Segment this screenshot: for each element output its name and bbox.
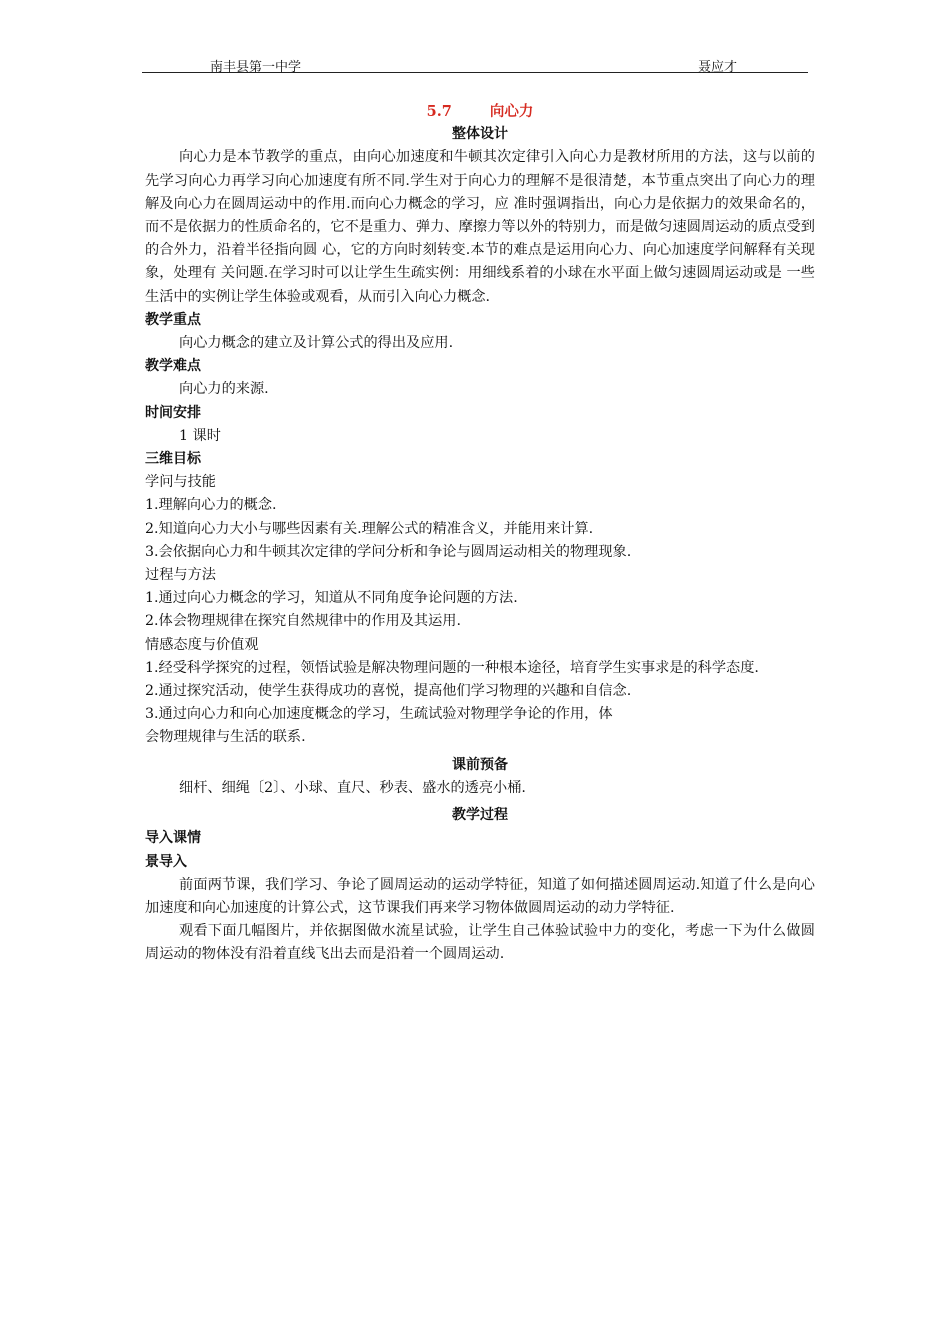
intro-paragraph: 观看下面几幅图片，并依据图做水流星试验，让学生自己体验试验中力的变化，考虑一下为什么做圆周运动的物体没有沿着直线飞出去而是沿着一个圆周运动. xyxy=(145,923,815,963)
overall-heading: 整体设计 xyxy=(452,126,508,143)
attitude-item: 会物理规律与生活的联系. xyxy=(145,729,306,746)
lesson-title-text: 向心力 xyxy=(489,103,534,120)
knowledge-item: 3.会依据向心力和牛顿其次定律的学问分析和争论与圆周运动相关的物理现象. xyxy=(145,543,632,560)
difficulty-heading: 教学难点 xyxy=(145,358,201,375)
header-school: 南丰县第一中学 xyxy=(210,60,302,75)
process-item: 1.通过向心力概念的学习，知道从不同角度争论问题的方法. xyxy=(145,590,518,607)
prep-heading: 课前预备 xyxy=(452,756,508,773)
process-heading: 教学过程 xyxy=(452,807,508,824)
process-item: 2.体会物理规律在探究自然规律中的作用及其运用. xyxy=(145,613,461,630)
goals-heading: 三维目标 xyxy=(145,451,201,468)
attitude-item: 1.经受科学探究的过程，领悟试验是解决物理问题的一种根本途径，培育学生实事求是的科学态度. xyxy=(145,659,759,676)
attitude-item: 2.通过探究活动，使学生获得成功的喜悦，提高他们学习物理的兴趣和自信念. xyxy=(145,683,632,700)
knowledge-item: 1.理解向心力的概念. xyxy=(145,497,277,514)
header-author: 聂应才 xyxy=(698,60,738,75)
page-header xyxy=(142,52,808,73)
attitude-title: 情感态度与价值观 xyxy=(145,636,259,653)
document-body xyxy=(145,100,815,967)
schedule-heading: 时间安排 xyxy=(145,404,201,421)
difficulty-text: 向心力的来源. xyxy=(179,381,269,398)
process-title: 过程与方法 xyxy=(145,567,216,584)
attitude-item: 3.通过向心力和向心加速度概念的学习，生疏试验对物理学争论的作用，体 xyxy=(145,706,613,723)
schedule-text: 1 课时 xyxy=(179,427,221,444)
key-point-text: 向心力概念的建立及计算公式的得出及应用. xyxy=(179,335,454,352)
lesson-title xyxy=(145,100,815,123)
intro-paragraph: 前面两节课，我们学习、争论了圆周运动的运动学特征，知道了如何描述圆周运动.知道了什么是向心加速度和向心加速度的计算公式，这节课我们再来学习物体做圆周运动的动力学特征. xyxy=(145,876,815,916)
lesson-number: 5.7 xyxy=(426,103,452,120)
knowledge-title: 学问与技能 xyxy=(145,474,216,491)
intro-heading: 导入课情 xyxy=(145,830,201,847)
overall-paragraph: 向心力是本节教学的重点，由向心加速度和牛顿其次定律引入向心力是教材所用的方法，这与以前的先学习向心力再学习向心加速度有所不同.学生对于向心力的理解不是很清楚，本节重点突出了向心力的理解及向心力在圆周运动中的作用.而向心力概念的学习，应 准时强调指出，向心力是依据力的效果命名的，而不是依据力的性质命名的，它不是重力、弹力、摩擦力等以外的特别力，而是做匀速圆周运动的质点受到的合外力，沿着半径指向圆 心，它的方向时刻转变.本节的难点是运用向心力、向心加速度学问解释有关现象，处理有 关问题.在学习时可以让学生生疏实例：用细线系着的小球在水平面上做匀速圆周运动或是 一些生活中的实例让学生体验或观看，从而引入向心力概念. xyxy=(145,149,815,305)
knowledge-item: 2.知道向心力大小与哪些因素有关.理解公式的精准含义，并能用来计算. xyxy=(145,520,594,537)
sub-heading: 景导入 xyxy=(145,853,187,870)
prep-text: 细杆、细绳〔2〕、小球、直尺、秒表、盛水的透亮小桶. xyxy=(179,779,526,796)
key-point-heading: 教学重点 xyxy=(145,311,201,328)
